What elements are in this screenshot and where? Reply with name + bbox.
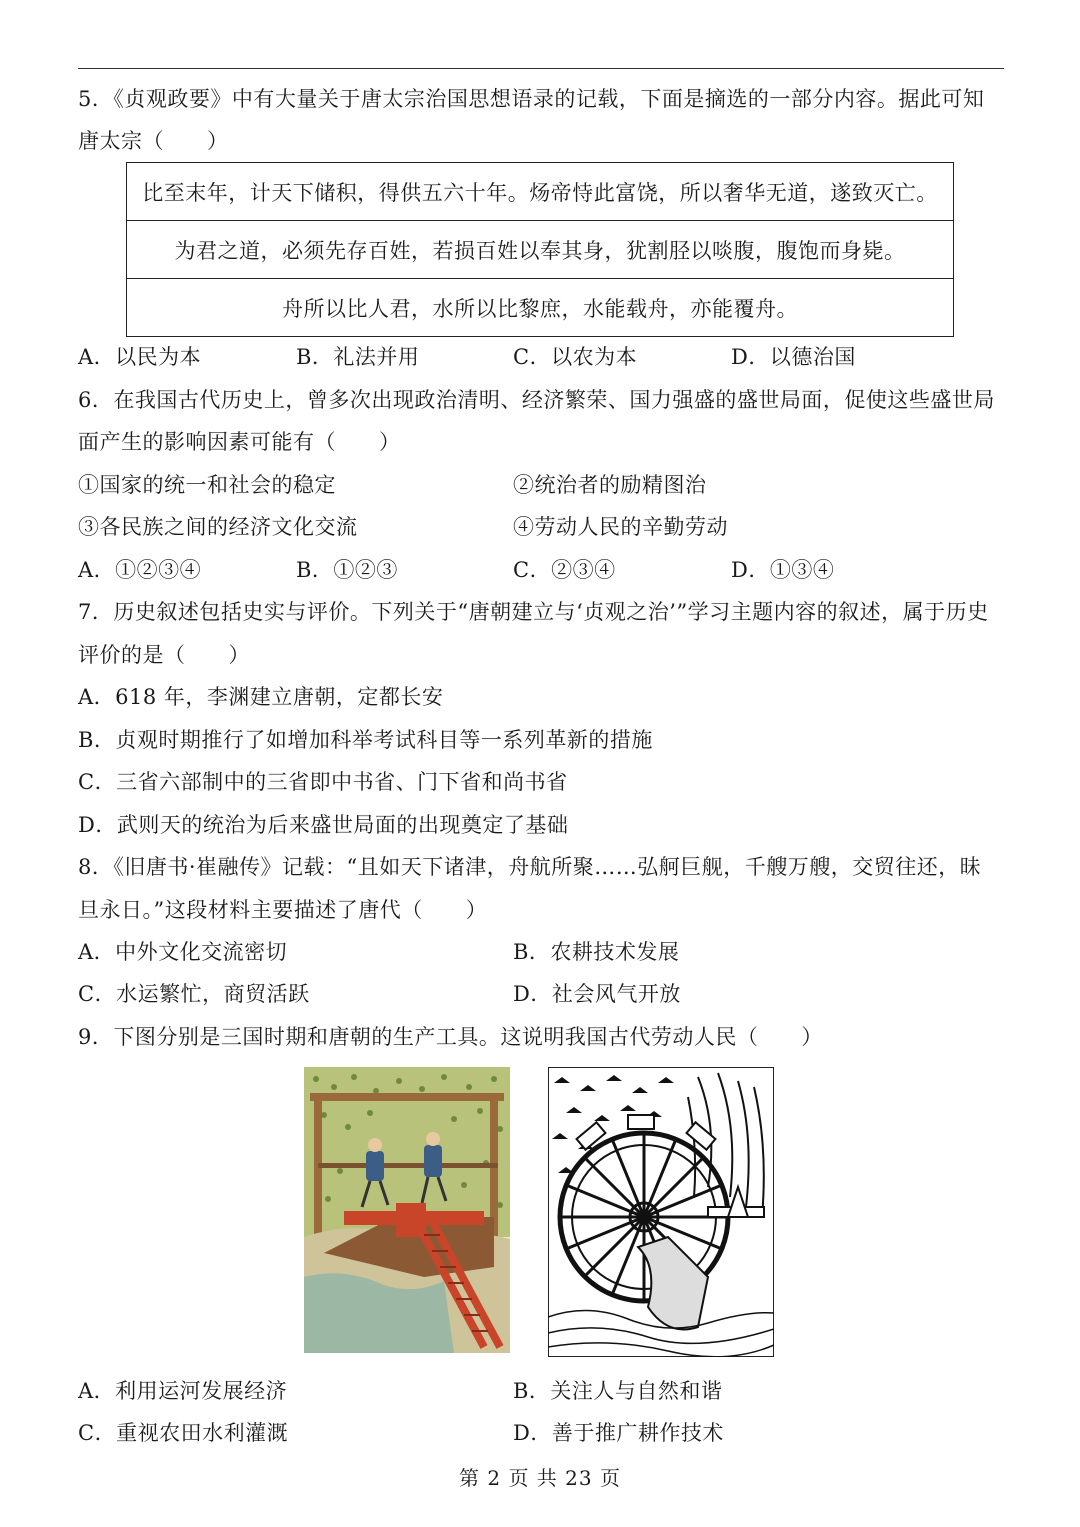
tang-waterwheel-image: [548, 1067, 774, 1357]
q6-item-3: ③各民族之间的经济文化交流: [78, 515, 358, 539]
q9-option-c[interactable]: C．重视农田水利灌溉: [78, 1421, 289, 1445]
q5-option-c[interactable]: C．以农为本: [513, 345, 638, 369]
q5-option-d[interactable]: D．以德治国: [731, 345, 856, 369]
q6-stem-line2: 面产生的影响因素可能有（ ）: [78, 430, 401, 454]
q6-item-1: ①国家的统一和社会的稳定: [78, 473, 336, 497]
q9-option-b[interactable]: B．关注人与自然和谐: [513, 1379, 723, 1403]
q8-option-c[interactable]: C．水运繁忙，商贸活跃: [78, 982, 310, 1006]
q8-option-d[interactable]: D．社会风气开放: [513, 982, 681, 1006]
q8-option-a[interactable]: A．中外文化交流密切: [78, 940, 288, 964]
q5-option-b[interactable]: B．礼法并用: [296, 345, 420, 369]
q8-stem-line1: 8．《旧唐书·崔融传》记载：“且如天下诸津，舟航所聚……弘舸巨舰，千艘万艘，交贸往还，昧: [78, 855, 982, 879]
q5-quote-1: 比至末年，计天下储积，得供五六十年。炀帝恃此富饶，所以奢华无道，遂致灭亡。: [127, 163, 953, 221]
q6-option-c[interactable]: C．②③④: [513, 558, 616, 582]
page-footer: 第 2 页 共 23 页: [459, 1466, 621, 1490]
q7-option-b[interactable]: B．贞观时期推行了如增加科举考试科目等一系列革新的措施: [78, 728, 653, 752]
q8-option-b[interactable]: B．农耕技术发展: [513, 940, 680, 964]
q6-stem-line1: 6．在我国古代历史上，曾多次出现政治清明、经济繁荣、国力强盛的盛世局面，促使这些盛世局: [78, 388, 995, 412]
q6-option-d[interactable]: D．①③④: [731, 558, 835, 582]
q7-option-a[interactable]: A．618 年，李渊建立唐朝，定都长安: [78, 685, 444, 709]
q6-item-4: ④劳动人民的辛勤劳动: [513, 515, 728, 539]
q7-stem-line1: 7．历史叙述包括史实与评价。下列关于“唐朝建立与‘贞观之治’”学习主题内容的叙述，属于历史: [78, 600, 989, 624]
q9-option-a[interactable]: A．利用运河发展经济: [78, 1379, 288, 1403]
q6-item-2: ②统治者的励精图治: [513, 473, 707, 497]
q6-option-b[interactable]: B．①②③: [296, 558, 398, 582]
q5-quote-2: 为君之道，必须先存百姓，若损百姓以奉其身，犹割胫以啖腹，腹饱而身毙。: [127, 221, 953, 279]
q5-quote-3: 舟所以比人君，水所以比黎庶，水能载舟，亦能覆舟。: [282, 296, 798, 321]
q7-option-d[interactable]: D．武则天的统治为后来盛世局面的出现奠定了基础: [78, 813, 569, 837]
header-rule: [78, 68, 1004, 69]
q5-quote-table: [126, 162, 954, 337]
q5-stem-line1: 5．《贞观政要》中有大量关于唐太宗治国思想语录的记载，下面是摘选的一部分内容。据此可知: [78, 87, 985, 111]
q7-stem-line2: 评价的是（ ）: [78, 643, 250, 667]
q9-stem-line1: 9．下图分别是三国时期和唐朝的生产工具。这说明我国古代劳动人民（ ）: [78, 1025, 823, 1049]
dragon-bone-waterwheel-image: [304, 1067, 510, 1353]
q6-option-a[interactable]: A．①②③④: [78, 558, 202, 582]
q8-stem-line2: 旦永日。”这段材料主要描述了唐代（ ）: [78, 898, 488, 922]
q9-option-d[interactable]: D．善于推广耕作技术: [513, 1421, 724, 1445]
q7-option-c[interactable]: C．三省六部制中的三省即中书省、门下省和尚书省: [78, 770, 568, 794]
q5-option-a[interactable]: A．以民为本: [78, 345, 202, 369]
q5-stem-line2: 唐太宗（ ）: [78, 129, 229, 153]
